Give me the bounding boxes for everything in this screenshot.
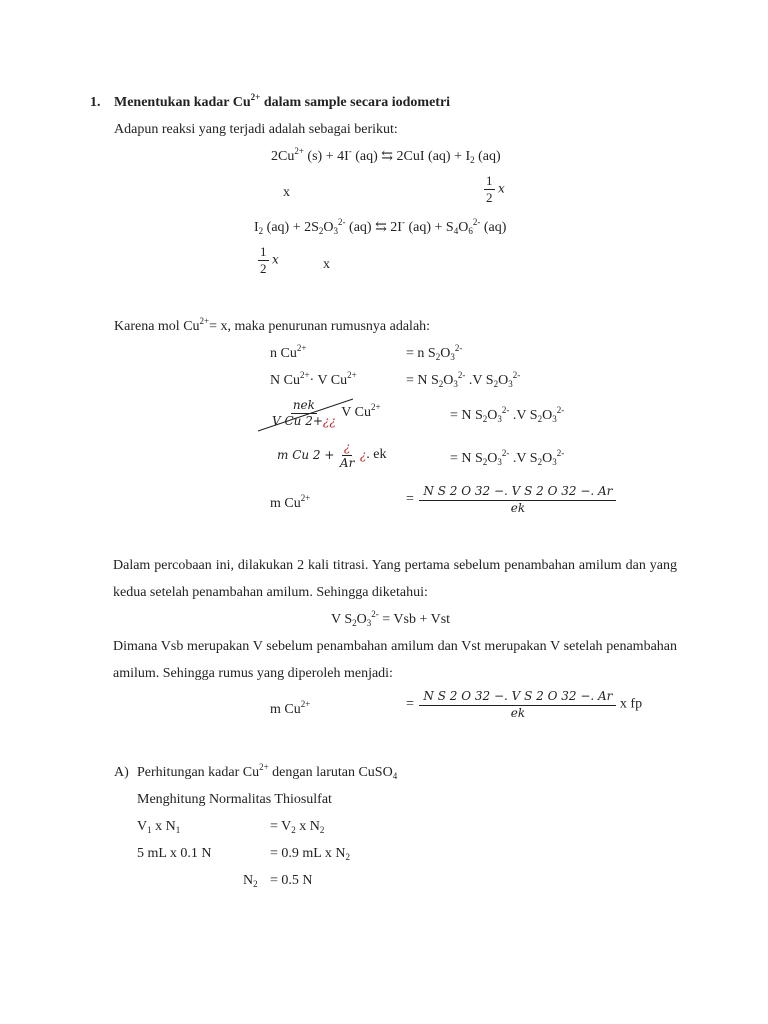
reaction-2: $I_2$ $(aq) + 2S_2O_3^{2-}$ (aq) ⇆ 2I- $(aq) + S_4O_6^{2-}$ (aq) — [254, 217, 507, 236]
derivation-line-2-left: N $Cu^{2+}\cdot V$ $Cu^{2+}$ — [270, 370, 357, 388]
derivation-intro: Karena mol $Cu^{2+}= x$, maka penurunan rumusnya adalah: — [114, 316, 431, 334]
derivation-line-4-left: m Cu 2 + $\frac{¿}{Ar}$ ¿. ek — [277, 440, 387, 470]
normalitas-row-3-left: $N_2$ — [243, 873, 258, 889]
section-a-label: A) — [114, 765, 129, 780]
normalitas-row-2-right: = 0.9 mL x $N_2$ — [270, 846, 350, 862]
struck-fraction: $\frac{\text{nek}}{\text{V Cu 2+¿¿}}$ — [272, 398, 336, 428]
section-heading: Menentukan kadar $Cu^{2+}$ dalam sample secara iodometri — [114, 92, 451, 110]
final-formula-right: = $\frac{\text{N S 2 O 32 −. V S 2 O 32 −. Ar}}{ek}$ x fp — [406, 689, 643, 720]
derivation-line-2-right: = N $S_2O_3^{2-}$ .V $S_2O_3^{2-}$ — [406, 370, 521, 389]
strike-line — [256, 397, 356, 433]
section-a-heading: Perhitungan kadar $Cu^{2+}$ dengan larutan CuSO$_4$ — [137, 762, 398, 781]
section-number: 1. — [90, 95, 101, 110]
normalitas-title: Menghitung Normalitas Thiosulfat — [137, 792, 332, 807]
stoich-2-left: $\frac{1}{2}$ x — [260, 244, 279, 276]
stoich-2-right: x — [323, 257, 330, 272]
derivation-line-5-right: = $\frac{\text{N S 2 O 32 −. V S 2 O 32 −. Ar}}{ek}$ — [406, 485, 616, 514]
stoich-1-left: x — [283, 185, 290, 200]
stoich-1-right: $\frac{1}{2}$ x — [486, 173, 505, 205]
intro-text: Adapun reaksi yang terjadi adalah sebagai berikut: — [114, 122, 398, 137]
normalitas-row-1-right: = $V_2$ x $N_2$ — [270, 819, 325, 835]
paragraph-vsb-vst: Dimana Vsb merupakan V sebelum penambahan amilum dan Vst merupakan V setelah penambahan amilum. Sehingga rumus yang diperoleh menjadi: — [113, 639, 677, 681]
derivation-line-3-right: = N $S_2O_3^{2-}$ .V $S_2O_3^{2-}$ — [450, 405, 565, 424]
paragraph-titrasi: Dalam percobaan ini, dilakukan 2 kali titrasi. Yang pertama sebelum penambahan amilum dan yang kedua setelah penambahan amilum. Sehingga diketahui: — [113, 558, 677, 600]
derivation-line-3-left: $\frac{\text{nek}}{\text{V Cu 2+¿¿}}$ V $Cu^{2+}$ — [272, 398, 381, 428]
volume-sum: V $S_2O_3^{2-}$ = Vsb + Vst — [331, 609, 451, 628]
final-formula-left: m $Cu^{2+}$ — [270, 699, 311, 717]
derivation-line-1-right: = n $S_2O_3^{2-}$ — [406, 343, 463, 362]
derivation-line-1-left: n $Cu^{2+}$ — [270, 343, 307, 361]
normalitas-row-1-left: $V_1$ x $N_1$ — [137, 819, 181, 835]
derivation-line-5-left: m $Cu^{2+}$ — [270, 493, 311, 511]
reaction-1: $2Cu^{2+}$ (s) + 4I- (aq) ⇆ 2CuI $(aq) + I_2$ (aq) — [271, 146, 501, 165]
normalitas-row-2-left: 5 mL x 0.1 N — [137, 846, 212, 861]
derivation-line-4-right: = N $S_2O_3^{2-}$ .V $S_2O_3^{2-}$ — [450, 448, 565, 467]
normalitas-row-3-right: = 0.5 N — [270, 873, 313, 888]
